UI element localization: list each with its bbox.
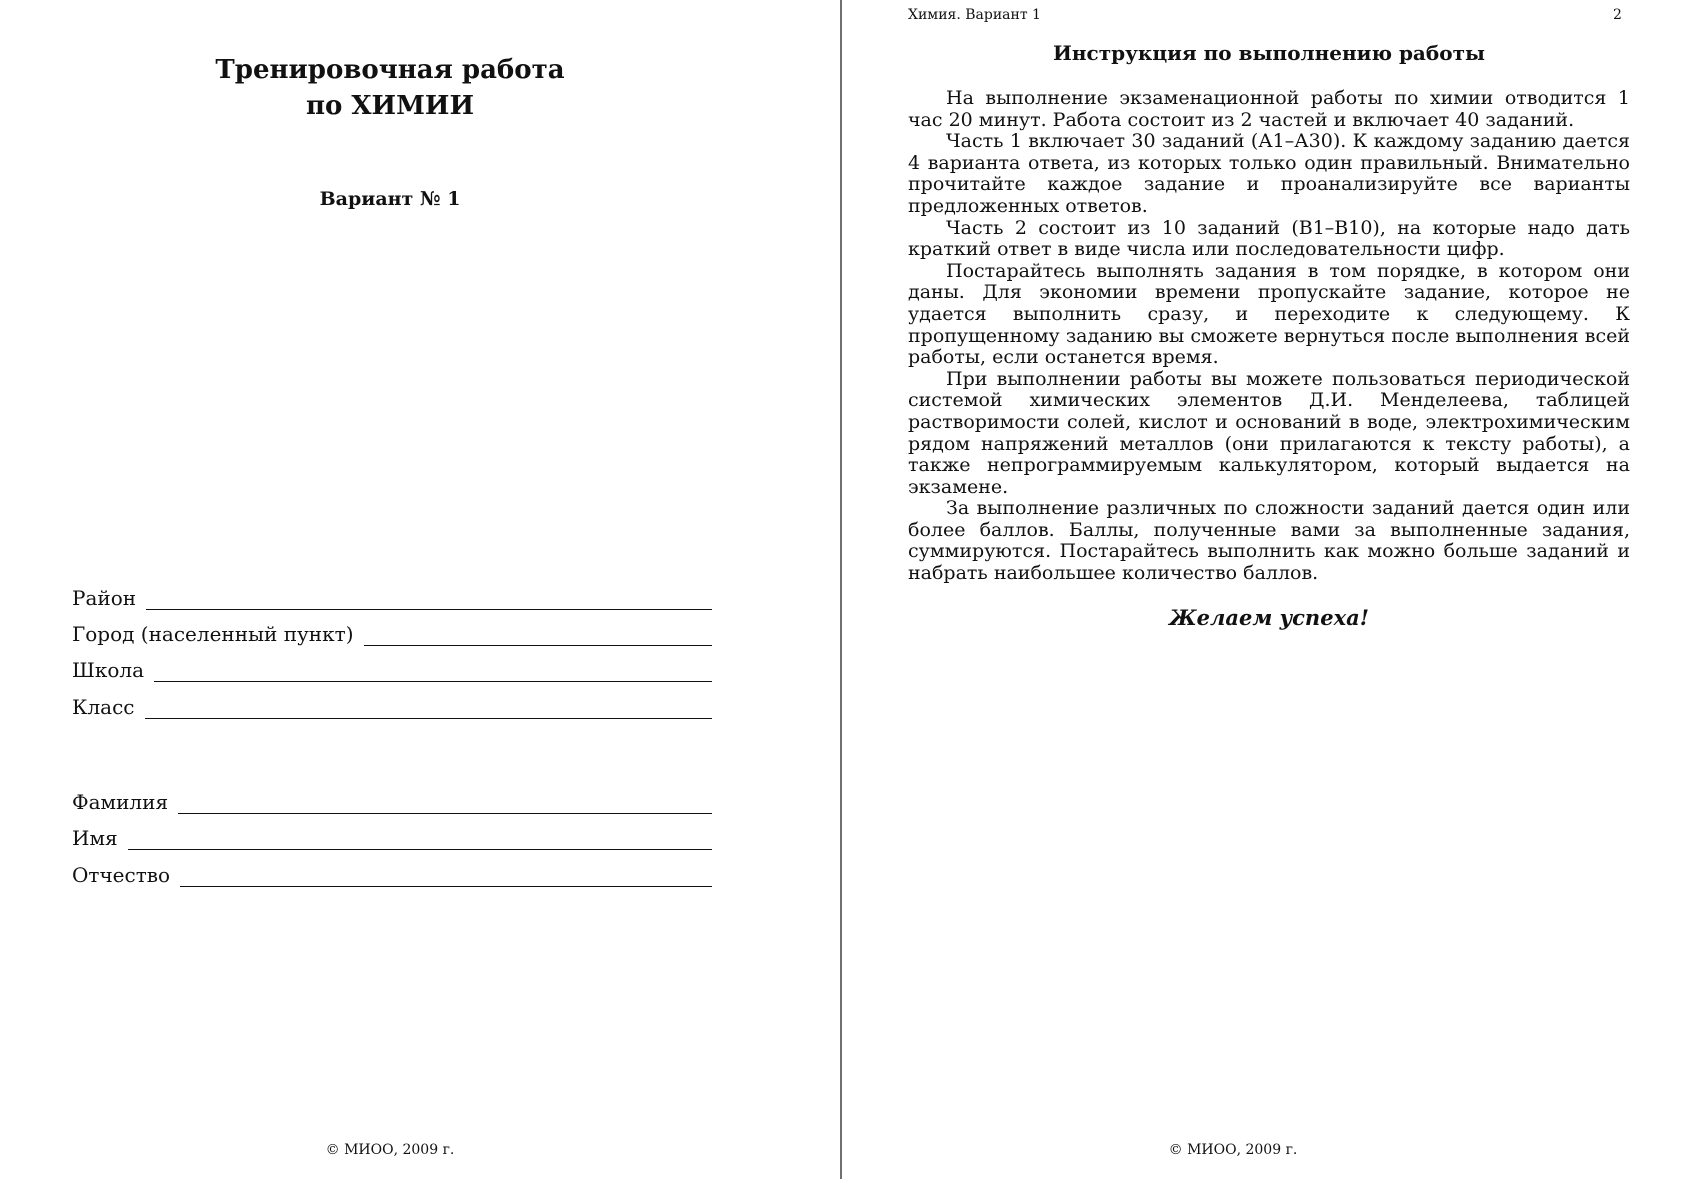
field-label: Класс [72, 695, 135, 719]
field-city [72, 618, 712, 646]
page-number: 2 [1613, 7, 1622, 23]
field-blank-line[interactable] [128, 823, 712, 850]
field-surname [72, 786, 712, 814]
field-label: Город (населенный пункт) [72, 622, 354, 646]
variant-label: Вариант № 1 [319, 188, 461, 210]
title-line-1: Тренировочная работа [215, 55, 565, 85]
instructions-page [843, 0, 1683, 1179]
cover-page [0, 0, 840, 1179]
paragraph: Часть 1 включает 30 заданий (А1–А30). К каждому заданию дается 4 варианта ответа, из которых только один правильный. Внимательно прочитайте каждое задание и проанализируйте все варианты предложенных ответов. [908, 130, 1630, 217]
document-title [60, 52, 720, 124]
field-blank-line[interactable] [146, 583, 712, 610]
field-school [72, 654, 712, 682]
paragraph: За выполнение различных по сложности заданий дается один или более баллов. Баллы, полученные вами за выполненные задания, суммируются. Постарайтесь выполнить как можно больше заданий и набрать наибольшее количество баллов. [908, 497, 1630, 585]
copyright-footer: © МИОО, 2009 г. [1168, 1142, 1298, 1158]
field-label: Имя [72, 826, 118, 850]
paragraph: Часть 2 состоит из 10 заданий (В1–В10), на которые надо дать краткий ответ в виде числа или последовательности цифр. [908, 216, 1630, 261]
running-header: Химия. Вариант 1 [908, 7, 1041, 23]
field-blank-line[interactable] [145, 692, 712, 719]
field-label: Отчество [72, 863, 171, 887]
page-divider [840, 0, 842, 1179]
field-label: Школа [72, 658, 144, 682]
field-first-name [72, 822, 712, 850]
field-label: Фамилия [72, 790, 169, 814]
copyright-footer: © МИОО, 2009 г. [325, 1142, 455, 1158]
field-label: Район [72, 586, 137, 610]
field-class [72, 691, 712, 719]
title-line-2: по ХИМИИ [305, 91, 475, 121]
field-blank-line[interactable] [180, 860, 712, 887]
good-luck-message: Желаем успеха! [1169, 605, 1369, 630]
instructions-body [908, 88, 1630, 585]
field-district [72, 582, 712, 610]
field-patronymic [72, 859, 712, 887]
paragraph: Постарайтесь выполнять задания в том порядке, в котором они даны. Для экономии времени пропускайте задание, которое не удается выполнить сразу, и переходите к следующему. К пропущенному заданию вы сможете вернуться после выполнения всей работы, если останется время. [908, 259, 1630, 369]
paragraph: На выполнение экзаменационной работы по химии отводится 1 час 20 минут. Работа состоит из 2 частей и включает 40 заданий. [908, 87, 1630, 131]
field-blank-line[interactable] [178, 787, 712, 814]
field-blank-line[interactable] [364, 619, 713, 646]
field-blank-line[interactable] [154, 655, 712, 682]
paragraph: При выполнении работы вы можете пользоваться периодической системой химических элементов Д.И. Менделеева, таблицей растворимости солей, кислот и оснований в воде, электрохимическим рядом напряжений металлов (они прилагаются к тексту работы), а также непрограммируемым калькулятором, который выдается на экзамене. [908, 367, 1630, 498]
instructions-title: Инструкция по выполнению работы [1052, 41, 1486, 65]
